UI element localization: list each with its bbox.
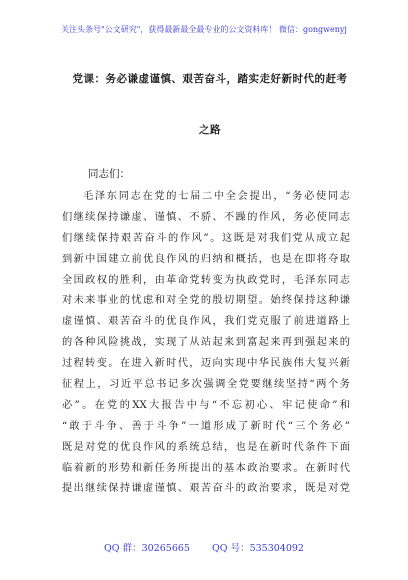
body-line: 临着新的形势和新任务所提出的基本政治要求。在新时代 — [62, 462, 350, 474]
body-line: 既是对党的优良作风的系统总结，也是在新时代条件下面 — [62, 441, 350, 453]
body-line: 全国政权的胜利，由革命党转变为执政党时，毛泽东同志 — [62, 274, 350, 286]
body-line: 必”。在党的XX大报告中与“不忘初心、牢记使命”和 — [62, 399, 350, 411]
body-line: 对未来事业的忧虑和对全党的殷切期望。始终保持这种谦 — [62, 295, 350, 307]
body-line: 过程转变。在进入新时代，迈向实现中华民族伟大复兴新 — [62, 358, 350, 370]
body-line: 提出继续保持谦虚谨慎、艰苦奋斗的政治要求，既是对党 — [62, 483, 350, 495]
body-line: “敢于斗争、善于斗争”一道形成了新时代“三个务必” — [62, 420, 350, 432]
body-line: 征程上，习近平总书记多次强调全党要继续坚持“两个务 — [62, 379, 350, 391]
qq-group-text: QQ 群：30265665 — [104, 543, 190, 554]
document-title: 党课：务必谦虚谨慎、艰苦奋斗，踏实走好新时代的赶考 — [72, 73, 348, 85]
body-line: 们继续保持谦虚、谨慎、不骄、不躁的作风，务必使同志 — [62, 211, 350, 223]
qq-number-text: QQ 号：535304092 — [211, 543, 304, 554]
body-line: 到新中国建立前优良作风的归纳和概括，也是在即将夺取 — [62, 253, 350, 265]
header-notice: 关注头条号"公文研究"，获得最新最全最专业的公文资料库！ 微信：gongwenyj — [61, 25, 347, 34]
body-line: 的各种风险挑战，实现了从站起来到富起来再到强起来的 — [62, 337, 350, 349]
footer-contact — [0, 540, 408, 554]
body-line: 虚谨慎、艰苦奋斗的优良作风，我们党克服了前进道路上 — [62, 316, 350, 328]
body-paragraph — [62, 187, 350, 500]
body-line: 们继续保持艰苦奋斗的作风”。这既是对我们党从成立起 — [62, 232, 350, 244]
salutation: 同志们： — [88, 168, 130, 180]
body-line: 毛泽东同志在党的七届二中全会提出，“务必使同志 — [83, 191, 350, 202]
document-title-continued: 之路 — [199, 124, 221, 136]
